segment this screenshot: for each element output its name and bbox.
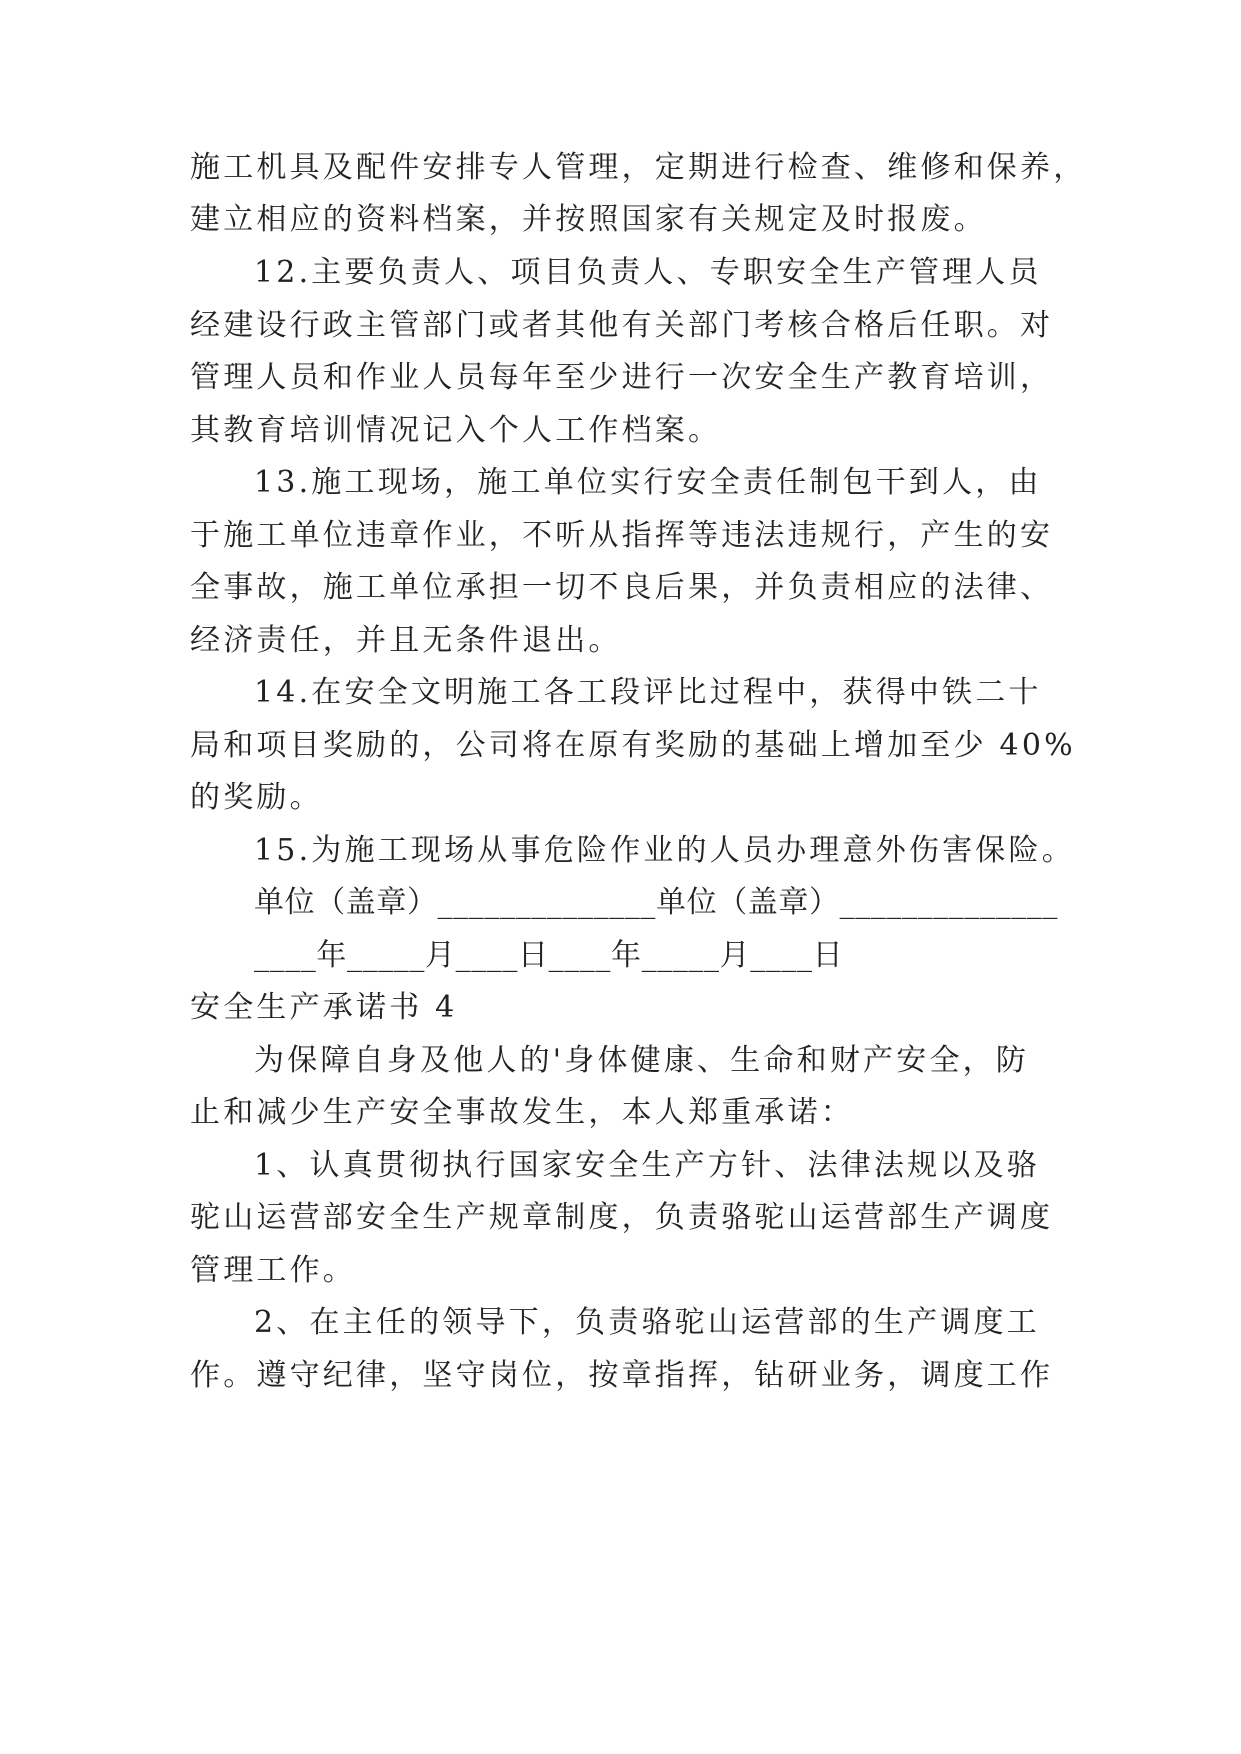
- text-line: 驼山运营部安全生产规章制度，负责骆驼山运营部生产调度: [190, 1200, 1054, 1235]
- text-line: 的奖励。: [190, 780, 323, 815]
- text-line: 经济责任，并且无条件退出。: [190, 623, 622, 658]
- text-line: 于施工单位违章作业，不听从指挥等违法违规行，产生的安: [190, 518, 1054, 553]
- text-line: 止和减少生产安全事故发生，本人郑重承诺：: [190, 1095, 854, 1130]
- text-line: 经建设行政主管部门或者其他有关部门考核合格后任职。对: [190, 308, 1054, 343]
- item-2-line: 2、在主任的领导下，负责骆驼山运营部的生产调度工: [254, 1305, 1040, 1340]
- text-line: 建立相应的资料档案，并按照国家有关规定及时报废。: [190, 202, 987, 237]
- text-line: 全事故，施工单位承担一切不良后果，并负责相应的法律、: [190, 570, 1054, 605]
- text-line: 管理人员和作业人员每年至少进行一次安全生产教育培训，: [190, 360, 1054, 395]
- text-line: 管理工作。: [190, 1253, 356, 1288]
- text-line: 为保障自身及他人的'身体健康、生命和财产安全，防: [254, 1043, 1030, 1078]
- text-line: 其教育培训情况记入个人工作档案。: [190, 413, 722, 448]
- text-line: 作。遵守纪律，坚守岗位，按章指挥，钻研业务，调度工作: [190, 1358, 1054, 1393]
- item-13-line: 13.施工现场，施工单位实行安全责任制包干到人，由: [254, 465, 1042, 500]
- item-1-line: 1、认真贯彻执行国家安全生产方针、法律法规以及骆: [254, 1148, 1040, 1183]
- item-14-line: 14.在安全文明施工各工段评比过程中，获得中铁二十: [254, 675, 1042, 710]
- text-line: 施工机具及配件安排专人管理，定期进行检查、维修和保养，: [190, 150, 1087, 185]
- item-12-line: 12.主要负责人、项目负责人、专职安全生产管理人员: [254, 255, 1042, 290]
- signature-date-line: ____年_____月____日____年_____月____日: [254, 938, 844, 973]
- section-heading: 安全生产承诺书 4: [190, 990, 458, 1025]
- signature-seal-line: 单位（盖章）______________单位（盖章）______________: [254, 885, 1058, 920]
- text-line: 局和项目奖励的，公司将在原有奖励的基础上增加至少 40%: [190, 728, 1076, 763]
- item-15-line: 15.为施工现场从事危险作业的人员办理意外伤害保险。: [254, 833, 1075, 868]
